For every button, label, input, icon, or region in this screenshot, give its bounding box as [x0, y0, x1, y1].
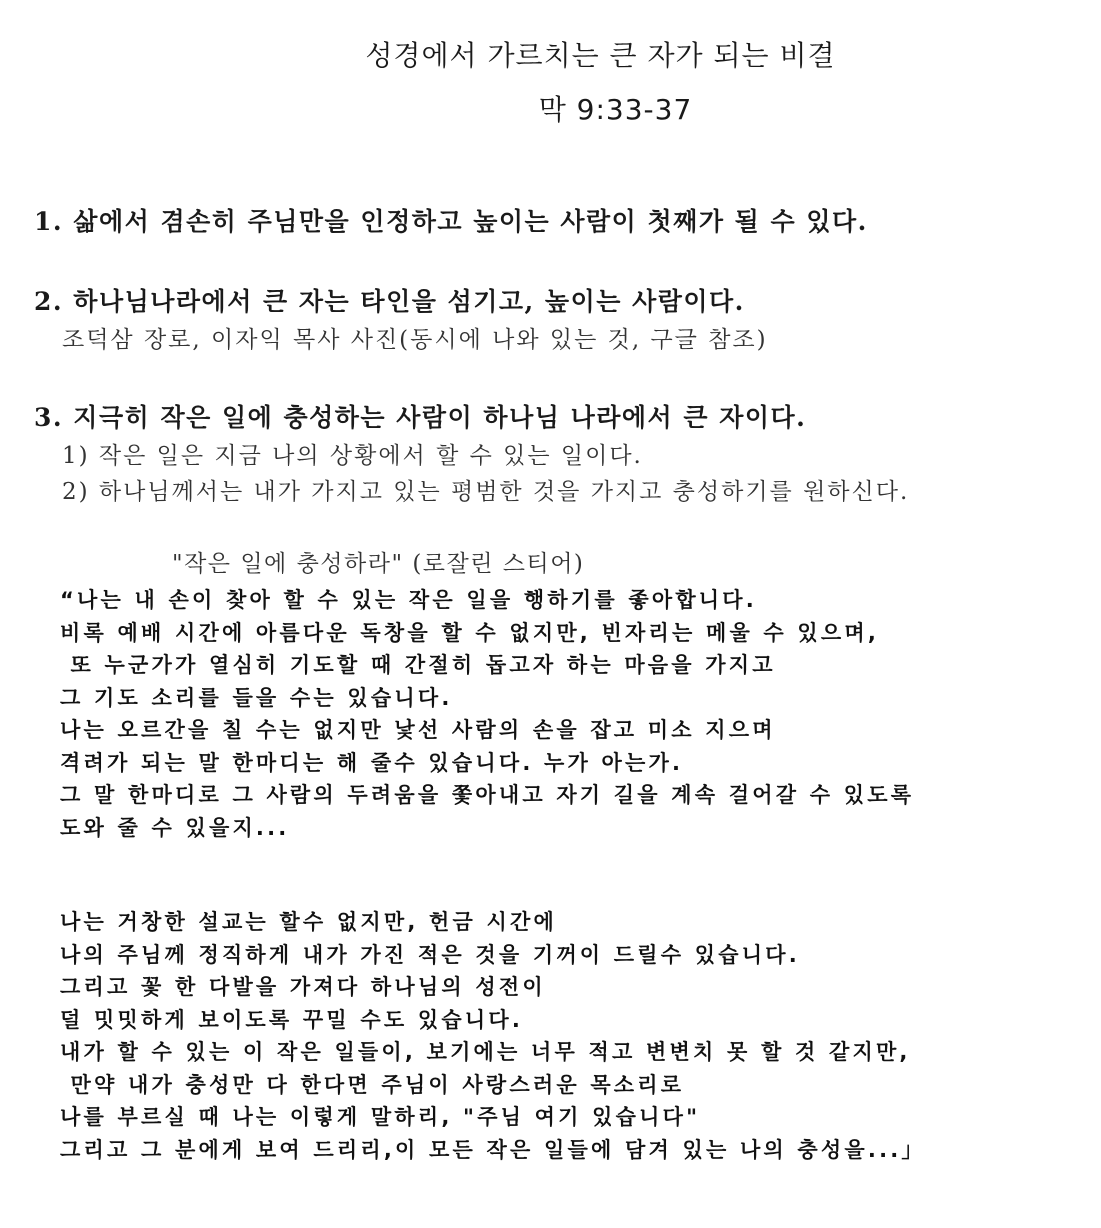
outline-point-3: [34, 398, 1074, 510]
outline-point-2: [34, 282, 1074, 358]
poem-line: 덜 밋밋하게 보이도록 꾸밀 수도 있습니다.: [60, 1007, 523, 1032]
scripture-reference: 막 9:33-37: [538, 93, 693, 126]
poem-line: 나는 오르간을 칠 수는 없지만 낯선 사람의 손을 잡고 미소 지으며: [60, 718, 776, 742]
point-subtext: 1) 작은 일은 지금 나의 상황에서 할 수 있는 일이다.: [62, 443, 643, 469]
document-header: [0, 34, 1101, 128]
poem-title: "작은 일에 충성하라" (로잘린 스티어): [172, 551, 585, 577]
poem-line: 그 말 한마디로 그 사람의 두려움을 쫓아내고 자기 길을 계속 걸어갈 수 있도록: [60, 783, 915, 807]
poem-line: 내가 할 수 있는 이 작은 일들이, 보기에는 너무 적고 변변치 못 할 것 같지만,: [60, 1040, 911, 1064]
poem-block: [60, 546, 1070, 1166]
poem-line: 그리고 그 분에게 보여 드리리,이 모든 작은 일들에 담겨 있는 나의 충성을...」: [60, 1137, 926, 1162]
poem-line: “나는 내 손이 찾아 할 수 있는 작은 일을 행하기를 좋아합니다.: [60, 588, 757, 612]
poem-line: 나는 거창한 설교는 할수 없지만, 헌금 시간에: [60, 910, 557, 934]
point-heading: 3. 지극히 작은 일에 충성하는 사람이 하나님 나라에서 큰 자이다.: [34, 403, 807, 432]
stanza-divider: [60, 844, 1070, 906]
poem-line: 또 누군가가 열심히 기도할 때 간절히 돕고자 하는 마음을 가지고: [60, 653, 776, 677]
poem-line: 만약 내가 충성만 다 한다면 주님이 사랑스러운 목소리로: [60, 1072, 685, 1097]
sermon-title: 성경에서 가르치는 큰 자가 되는 비결: [365, 39, 836, 72]
point-heading: 1. 삶에서 겸손히 주님만을 인정하고 높이는 사람이 첫째가 될 수 있다.: [34, 207, 868, 236]
poem-stanza-1: [60, 584, 1070, 844]
poem-stanza-2: [60, 906, 1070, 1166]
poem-line: 도와 줄 수 있을지...: [60, 815, 290, 840]
point-heading: 2. 하나님나라에서 큰 자는 타인을 섬기고, 높이는 사람이다.: [34, 287, 745, 316]
poem-line: 그리고 꽃 한 다발을 가져다 하나님의 성전이: [60, 975, 546, 999]
sermon-outline: [34, 202, 1074, 550]
point-subtext: 2) 하나님께서는 내가 가지고 있는 평범한 것을 가지고 충성하기를 원하신다.: [62, 479, 910, 505]
poem-line: 그 기도 소리를 들을 수는 있습니다.: [60, 685, 453, 710]
poem-line: 나의 주님께 정직하게 내가 가진 적은 것을 기꺼이 드릴수 있습니다.: [60, 942, 800, 967]
poem-line: 비록 예배 시간에 아름다운 독창을 할 수 없지만, 빈자리는 메울 수 있으며,: [60, 620, 880, 645]
poem-line: 격려가 되는 말 한마디는 해 줄수 있습니다. 누가 아는가.: [60, 750, 684, 775]
poem-line: 나를 부르실 때 나는 이렇게 말하리, "주님 여기 있습니다": [60, 1105, 701, 1129]
point-subtext: 조덕삼 장로, 이자익 목사 사진(동시에 나와 있는 것, 구글 참조): [62, 327, 768, 353]
outline-point-1: [34, 202, 1074, 242]
